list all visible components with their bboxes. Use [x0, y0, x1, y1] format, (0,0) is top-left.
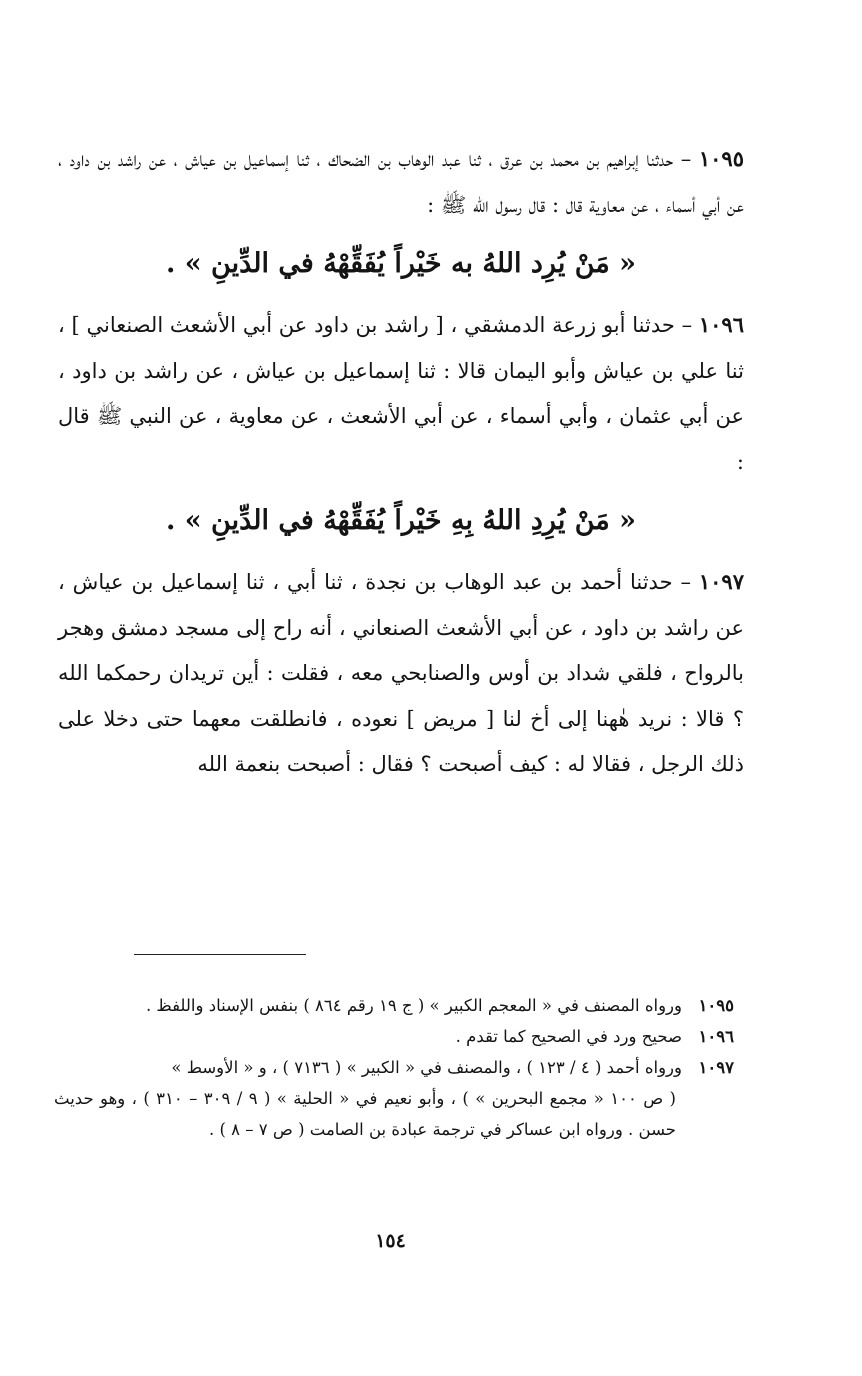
hadith-quote: « مَنْ يُرِدِ اللهُ بِهِ خَيْراً يُفَقِّهْهُ في الدِّينِ » . — [165, 505, 637, 536]
hadith-text: – حدثنا أبو زرعة الدمشقي ، [ راشد بن داود عن أبي الأشعث الصنعاني ] ، ثنا علي بن عياش وأبو اليمان قالا : ثنا إسماعيل بن عياش ، عن راشد بن داود ، عن أبي عثمان ، وأبي أسماء ، عن أبي الأشعث ، عن معاوية ، عن النبي ﷺ قال : — [58, 313, 744, 474]
footnote-number: ١٠٩٥ — [698, 996, 734, 1015]
footnote-1096 — [54, 1021, 734, 1052]
hadith-text: – حدثنا إبراهيم بن محمد بن عرق ، ثنا عبد الوهاب بن الضحاك ، ثنا إسماعيل بن عياش ، عن راشد بن داود ، عن أبي أسماء ، عن معاوية قال : قال رسول الله ﷺ : — [58, 147, 744, 217]
hadith-1096 — [58, 302, 744, 485]
footnote-text: ورواه أحمد ( ٤ / ١٢٣ ) ، والمصنف في « الكبير » ( ٧١٣٦ ) ، و « الأوسط » — [171, 1058, 682, 1077]
footnote-continuation: ( ص ١٠٠ « مجمع البحرين » ) ، وأبو نعيم في « الحلية » ( ٩ / ٣٠٩ – ٣١٠ ) ، وهو حديث حسن . ورواه ابن عساكر في ترجمة عبادة بن الصامت ( ص ٧ – ٨ ) . — [54, 1089, 676, 1139]
hadith-number: ١٠٩٧ — [698, 569, 744, 594]
hadith-1097 — [58, 559, 744, 788]
hadith-number: ١٠٩٦ — [698, 312, 744, 337]
hadith-text: – حدثنا أحمد بن عبد الوهاب بن نجدة ، ثنا أبي ، ثنا إسماعيل بن عياش ، عن راشد بن داود ، عن أبي الأشعث الصنعاني ، أنه راح إلى مسجد دمشق وهجر بالرواح ، فلقي شداد بن أوس والصنابحي معه ، فقلت : أين تريدان رحمكما الله ؟ قالا : نريد هٰهنا إلى أخ لنا [ مريض ] نعوده ، فانطلقت معهما حتى دخلا على ذلك الرجل ، فقالا له : كيف أصبحت ؟ فقال : أصبحت بنعمة الله — [58, 570, 744, 776]
footnote-text: صحيح ورد في الصحيح كما تقدم . — [455, 1027, 682, 1046]
footnote-separator — [134, 954, 306, 955]
hadith-quote: « مَنْ يُرِد اللهُ به خَيْراً يُفَقِّهْهُ في الدِّينِ » . — [165, 248, 637, 279]
footnote-1095 — [54, 990, 734, 1021]
footnote-1097 — [54, 1052, 734, 1145]
page-number: ١٥٤ — [375, 1230, 406, 1252]
footnotes — [54, 990, 734, 1145]
hadith-1095 — [58, 136, 744, 228]
footnote-number: ١٠٩٧ — [698, 1058, 734, 1077]
hadith-number: ١٠٩٥ — [698, 146, 744, 171]
footnote-number: ١٠٩٦ — [698, 1027, 734, 1046]
footnote-text: ورواه المصنف في « المعجم الكبير » ( ج ١٩ رقم ٨٦٤ ) بنفس الإسناد واللفظ . — [145, 996, 682, 1015]
main-text — [58, 136, 744, 788]
